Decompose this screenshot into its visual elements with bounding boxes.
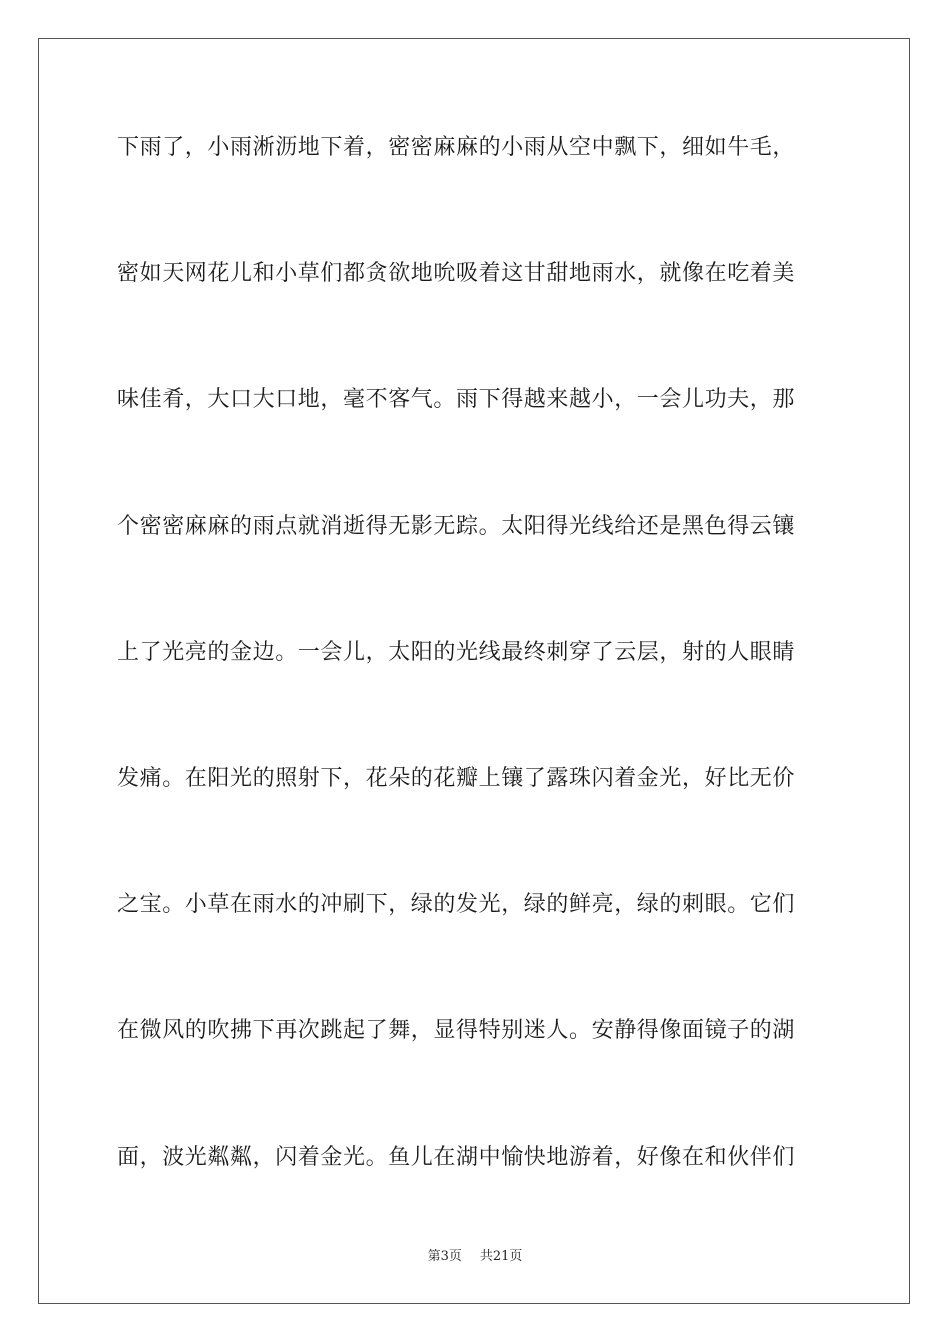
text-line-6: 发痛。在阳光的照射下，花朵的花瓣上镶了露珠闪着金光，好比无价 — [117, 765, 796, 791]
current-page-number: 第3页 — [427, 1249, 462, 1264]
text-line-8: 在微风的吹拂下再次跳起了舞，显得特别迷人。安静得像面镜子的湖 — [117, 1018, 796, 1044]
total-page-count: 共21页 — [479, 1249, 523, 1264]
text-line-5: 上了光亮的金边。一会儿，太阳的光线最终刺穿了云层，射的人眼睛 — [117, 639, 796, 665]
text-line-1: 下雨了，小雨淅沥地下着，密密麻麻的小雨从空中飘下，细如牛毛， — [117, 135, 796, 160]
document-body — [117, 130, 833, 1266]
text-line-3: 味佳肴，大口大口地，毫不客气。雨下得越来越小，一会儿功夫，那 — [117, 387, 796, 413]
text-line-4: 个密密麻麻的雨点就消逝得无影无踪。太阳得光线给还是黑色得云镶 — [117, 513, 796, 539]
text-line-9: 面，波光粼粼，闪着金光。鱼儿在湖中愉快地游着，好像在和伙伴们 — [117, 1144, 796, 1170]
page-footer — [0, 1245, 950, 1264]
text-line-7: 之宝。小草在雨水的冲刷下，绿的发光，绿的鲜亮，绿的刺眼。它们 — [117, 892, 796, 918]
text-line-2: 密如天网花儿和小草们都贪欲地吮吸着这甘甜地雨水，就像在吃着美 — [117, 261, 796, 287]
